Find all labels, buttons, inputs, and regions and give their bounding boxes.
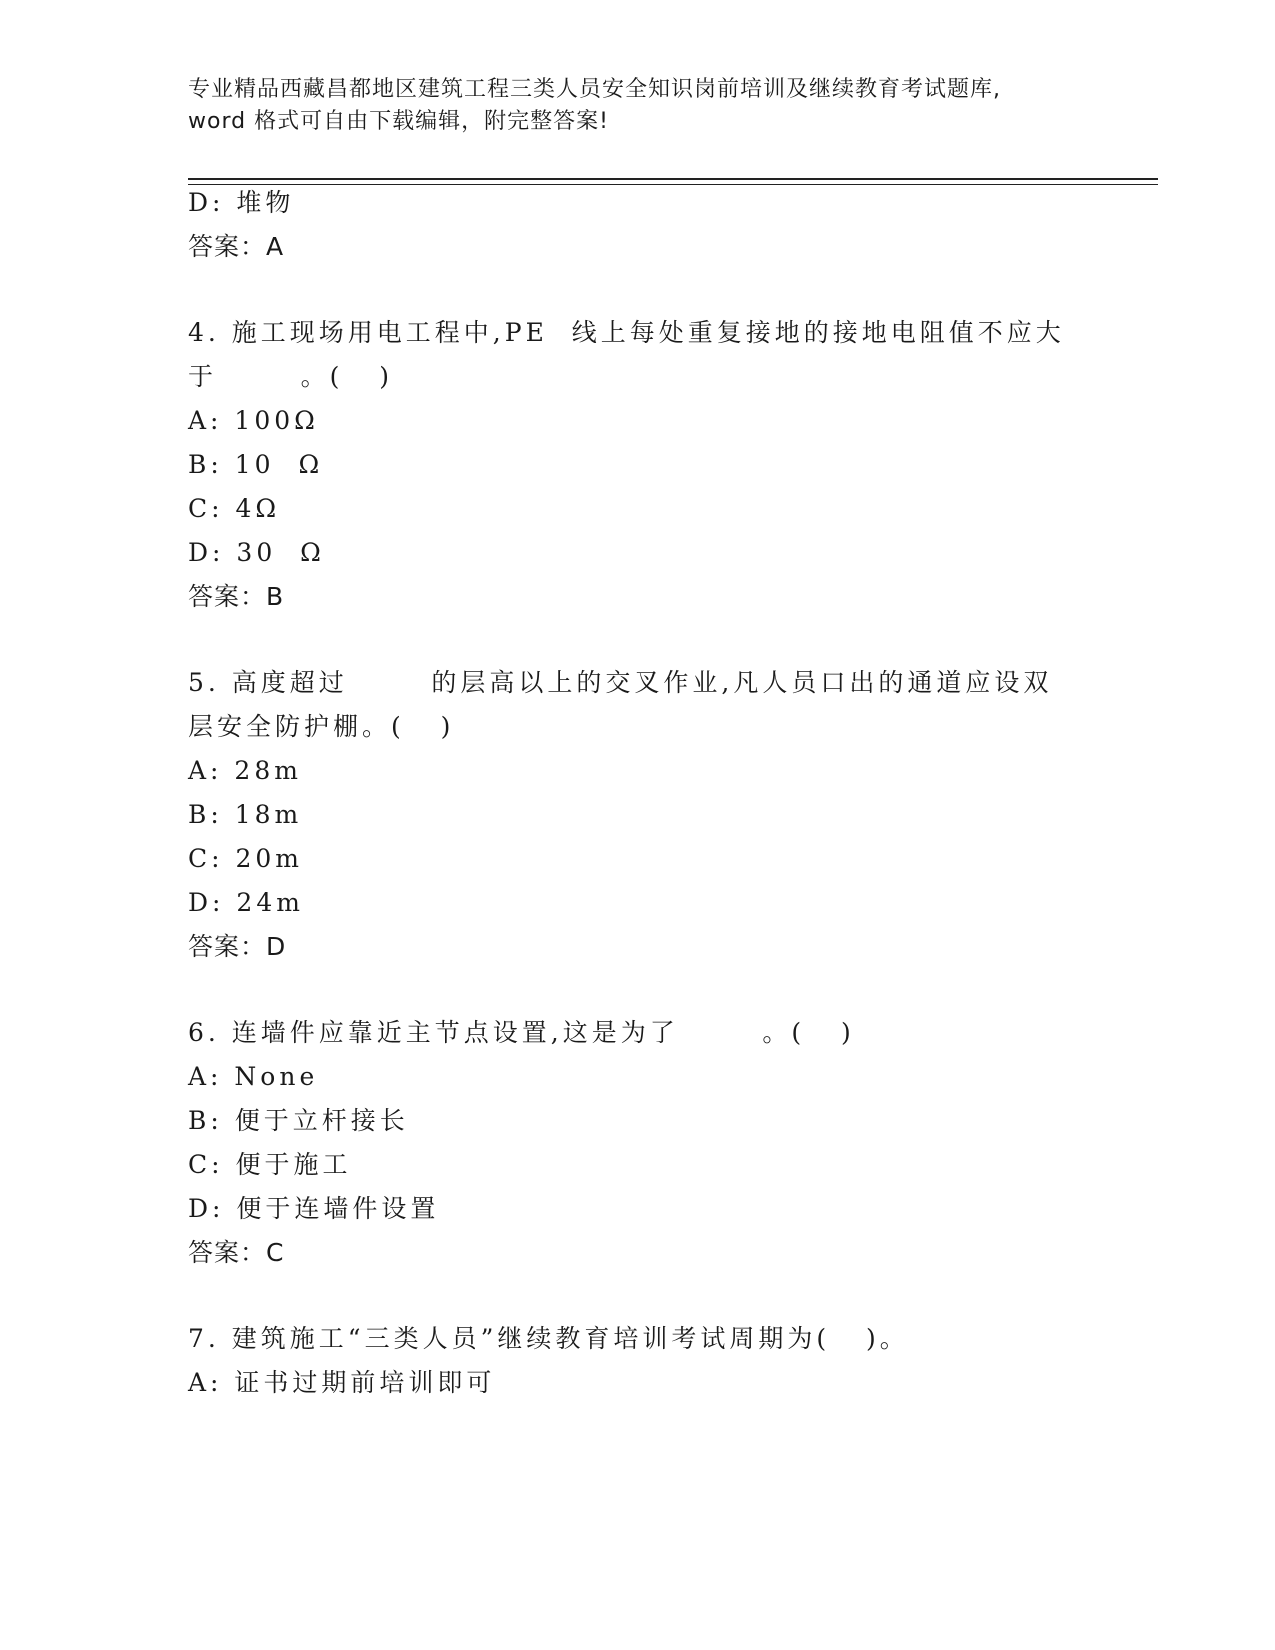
question-6-option-b: B: 便于立杆接长	[188, 1106, 409, 1135]
question-4-option-a: A: 100Ω	[188, 406, 319, 435]
header-divider-thin	[188, 184, 1158, 185]
question-5-stem-line-2: 层安全防护棚。( )	[188, 712, 455, 741]
question-6-stem: 6. 连墙件应靠近主节点设置,这是为了 。( )	[188, 1018, 855, 1047]
question-6-option-a: A: None	[188, 1062, 319, 1091]
header-divider-thick	[188, 178, 1158, 180]
header-title-line-2: word 格式可自由下载编辑，附完整答案!	[188, 109, 609, 134]
question-5-option-d: D: 24m	[188, 888, 304, 917]
question-5-answer: 答案：D	[188, 932, 287, 961]
question-6-answer: 答案：C	[188, 1238, 285, 1267]
header-title-line-1: 专业精品西藏昌都地区建筑工程三类人员安全知识岗前培训及继续教育考试题库,	[188, 77, 1001, 102]
question-4-stem-line-1: 4. 施工现场用电工程中,PE 线上每处重复接地的接地电阻值不应大	[188, 318, 1065, 347]
question-5-option-c: C: 20m	[188, 844, 304, 873]
question-4-option-b: B: 10 Ω	[188, 450, 324, 479]
option-d-previous: D: 堆物	[188, 188, 295, 217]
answer-previous: 答案：A	[188, 232, 285, 261]
question-6-option-c: C: 便于施工	[188, 1150, 352, 1179]
question-7-stem: 7. 建筑施工“三类人员”继续教育培训考试周期为( )。	[188, 1324, 909, 1353]
question-6-option-d: D: 便于连墙件设置	[188, 1194, 440, 1223]
question-4-answer: 答案：B	[188, 582, 285, 611]
question-5-option-a: A: 28m	[188, 756, 302, 785]
question-7-option-a: A: 证书过期前培训即可	[188, 1368, 496, 1397]
question-4-option-c: C: 4Ω	[188, 494, 281, 523]
document-header	[188, 74, 1118, 138]
question-5-option-b: B: 18m	[188, 800, 303, 829]
question-4-stem-line-2: 于 。( )	[188, 362, 393, 391]
question-5-stem-line-1: 5. 高度超过 的层高以上的交叉作业,凡人员口出的通道应设双	[188, 668, 1053, 697]
question-4-option-d: D: 30 Ω	[188, 538, 325, 567]
